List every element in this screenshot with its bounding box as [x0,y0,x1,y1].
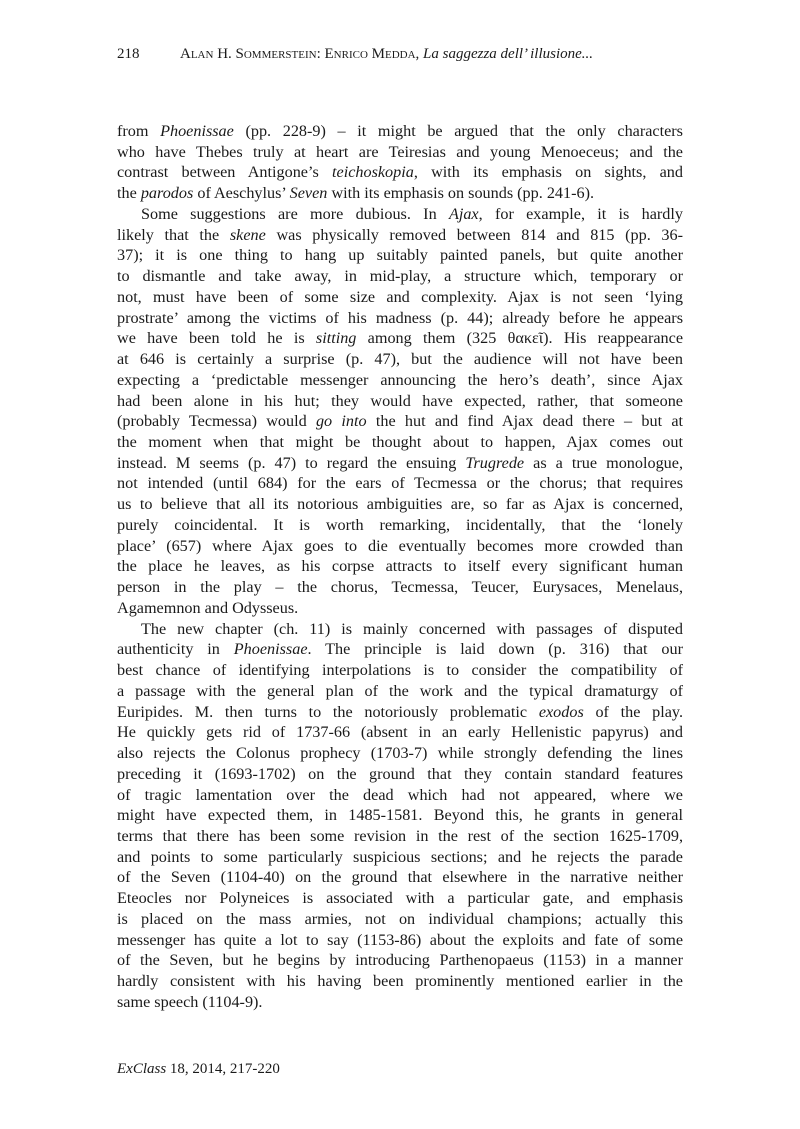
text-run: not intended (until 684) for the ears of Tecmessa or the chorus; that requires [117,474,683,493]
text-run: the place he leaves, as his corpse attracts to itself every significant human [117,557,683,576]
running-title [180,46,593,63]
text-run: not, must have been of some size and complexity. Ajax is not seen ‘lying [117,287,683,306]
italic-term: Phoenissae [233,640,308,659]
text-run: the moment when that might be thought about to happen, Ajax comes out [117,433,683,452]
text-line [117,577,683,598]
italic-term: Seven [289,184,328,203]
text-line [117,391,683,412]
text-run: among them (325 θακεῖ). His reappearance [356,329,683,348]
text-run: prostrate’ among the victims of his madness (p. 44); already before he appears [117,308,683,327]
text-run: Agamemnon and Odysseus. [117,598,299,617]
text-line [117,349,683,370]
text-run: at 646 is certainly a surprise (p. 47), but the audience will not have been [117,350,683,369]
text-run: place’ (657) where Ajax goes to die eventually becomes more crowded than [117,536,683,555]
text-line [117,162,683,183]
text-line [117,536,683,557]
text-line [117,432,683,453]
text-line [117,266,683,287]
text-line [117,204,683,225]
text-run: the hut and find Ajax dead there – but at [366,412,683,431]
text-run: best chance of identifying interpolations is to consider the compatibility of [117,661,683,680]
text-run: and points to some particularly suspicious sections; and he rejects the parade [117,847,683,866]
text-run: Some suggestions are more dubious. In [141,204,449,223]
text-line [117,722,683,743]
text-line [117,183,683,204]
text-run: hardly consistent with his having been prominently mentioned earlier in the [117,972,683,991]
text-line [117,121,683,142]
text-run: was physically removed between 814 and 815 (pp. 36- [265,225,683,244]
book-title: La saggezza dell’ illusione... [423,46,594,62]
italic-term: skene [229,225,266,244]
text-run: purely coincidental. It is worth remarking, incidentally, that the ‘lonely [117,515,683,534]
text-line [117,971,683,992]
italic-term: Trugrede [465,453,525,472]
text-line [117,681,683,702]
text-line [117,287,683,308]
text-run: had been alone in his hut; they would have expected, rather, that someone [117,391,683,410]
text-run: of the Seven (1104-40) on the ground that elsewhere in the narrative neither [117,868,683,887]
text-run: of the Seven, but he begins by introducing Parthenopaeus (1153) in a manner [117,951,683,970]
text-line [117,453,683,474]
text-run: 37); it is one thing to hang up suitably painted panels, but quite another [117,246,683,265]
text-line [117,909,683,930]
text-run: , with its emphasis on sights, and [413,163,683,182]
author-name: Alan H. Sommerstein [180,46,317,62]
text-run: is placed on the mass armies, not on individual champions; actually this [117,909,683,928]
text-run: expecting a ‘predictable messenger announcing the hero’s death’, since Ajax [117,370,683,389]
text-run: contrast between Antigone’s [117,163,333,182]
text-run: who have Thebes truly at heart are Teiresias and young Menoeceus; and the [117,142,683,161]
text-run: might have expected them, in 1485-1581. Beyond this, he grants in general [117,806,683,825]
text-line [117,142,683,163]
text-run: likely that the [117,225,230,244]
text-run: same speech (1104-9). [117,992,263,1011]
text-run: we have been told he is [117,329,316,348]
text-run: Eteocles nor Polyneices is associated with a particular gate, and emphasis [117,889,683,908]
text-run: of Aeschylus’ [193,184,290,203]
text-run: person in the play – the chorus, Tecmessa, Teucer, Eurysaces, Menelaus, [117,578,683,597]
text-run: . The principle is laid down (p. 316) that our [307,640,683,659]
text-line [117,826,683,847]
text-line [117,473,683,494]
italic-term: teichoskopia [332,163,414,182]
page-number: 218 [117,46,140,62]
text-run: , for example, it is hardly [478,204,683,223]
text-line [117,411,683,432]
text-run: He quickly gets rid of 1737-66 (absent in an early Hellenistic papyrus) and [117,723,683,742]
text-line [117,764,683,785]
italic-term: go into [315,412,367,431]
text-line [117,494,683,515]
text-run: preceding it (1693-1702) on the ground that they contain standard features [117,764,683,783]
text-run: terms that there has been some revision in the rest of the section 1625-1709, [117,826,683,845]
text-line [117,950,683,971]
text-run: of the play. [583,702,683,721]
journal-name: ExClass [117,1061,167,1077]
text-run: a passage with the general plan of the work and the typical dramaturgy of [117,681,683,700]
text-run: messenger has quite a lot to say (1153-86) about the exploits and fate of some [117,930,683,949]
text-line [117,847,683,868]
text-line [117,743,683,764]
text-run: also rejects the Colonus prophecy (1703-7) while strongly defending the lines [117,744,683,763]
text-run: of tragic lamentation over the dead which had not appeared, where we [117,785,683,804]
citation: 18, 2014, 217-220 [166,1061,280,1077]
text-line [117,328,683,349]
text-line [117,639,683,660]
text-line [117,660,683,681]
text-line [117,308,683,329]
separator: , [415,46,424,62]
separator: : [316,46,325,62]
text-run: (pp. 228-9) – it might be argued that the only characters [233,122,683,140]
text-line [117,992,683,1013]
italic-term: sitting [315,329,357,348]
text-line [117,702,683,723]
text-line [117,370,683,391]
text-line [117,867,683,888]
text-line [117,245,683,266]
author-name: Enrico Medda [324,46,416,62]
text-line [117,225,683,246]
text-line [117,888,683,909]
italic-term: Ajax [448,204,479,223]
text-run: the [117,184,141,203]
text-run: to dismantle and take away, in mid-play, a structure which, temporary or [117,267,683,286]
text-line [117,598,683,619]
text-run: Euripides. M. then turns to the notoriously problematic [117,702,539,721]
italic-term: exodos [538,702,584,721]
text-run: The new chapter (ch. 11) is mainly concerned with passages of disputed [141,619,683,638]
review-body-text [117,121,683,1013]
page-footer [117,1061,280,1078]
text-line [117,805,683,826]
text-run: with its emphasis on sounds (pp. 241-6). [327,184,595,203]
text-run: authenticity in [117,640,234,659]
text-run: (probably Tecmessa) would [117,412,316,431]
italic-term: parodos [140,184,194,203]
text-run: as a true monologue, [524,453,683,472]
text-run: us to believe that all its notorious ambiguities are, so far as Ajax is concerned, [117,495,683,514]
text-line [117,785,683,806]
text-line [117,930,683,951]
text-line [117,556,683,577]
text-run: instead. M seems (p. 47) to regard the ensuing [117,453,466,472]
text-run: from [117,122,161,140]
text-line [117,515,683,536]
italic-term: Phoenissae [160,122,234,140]
text-line [117,619,683,640]
